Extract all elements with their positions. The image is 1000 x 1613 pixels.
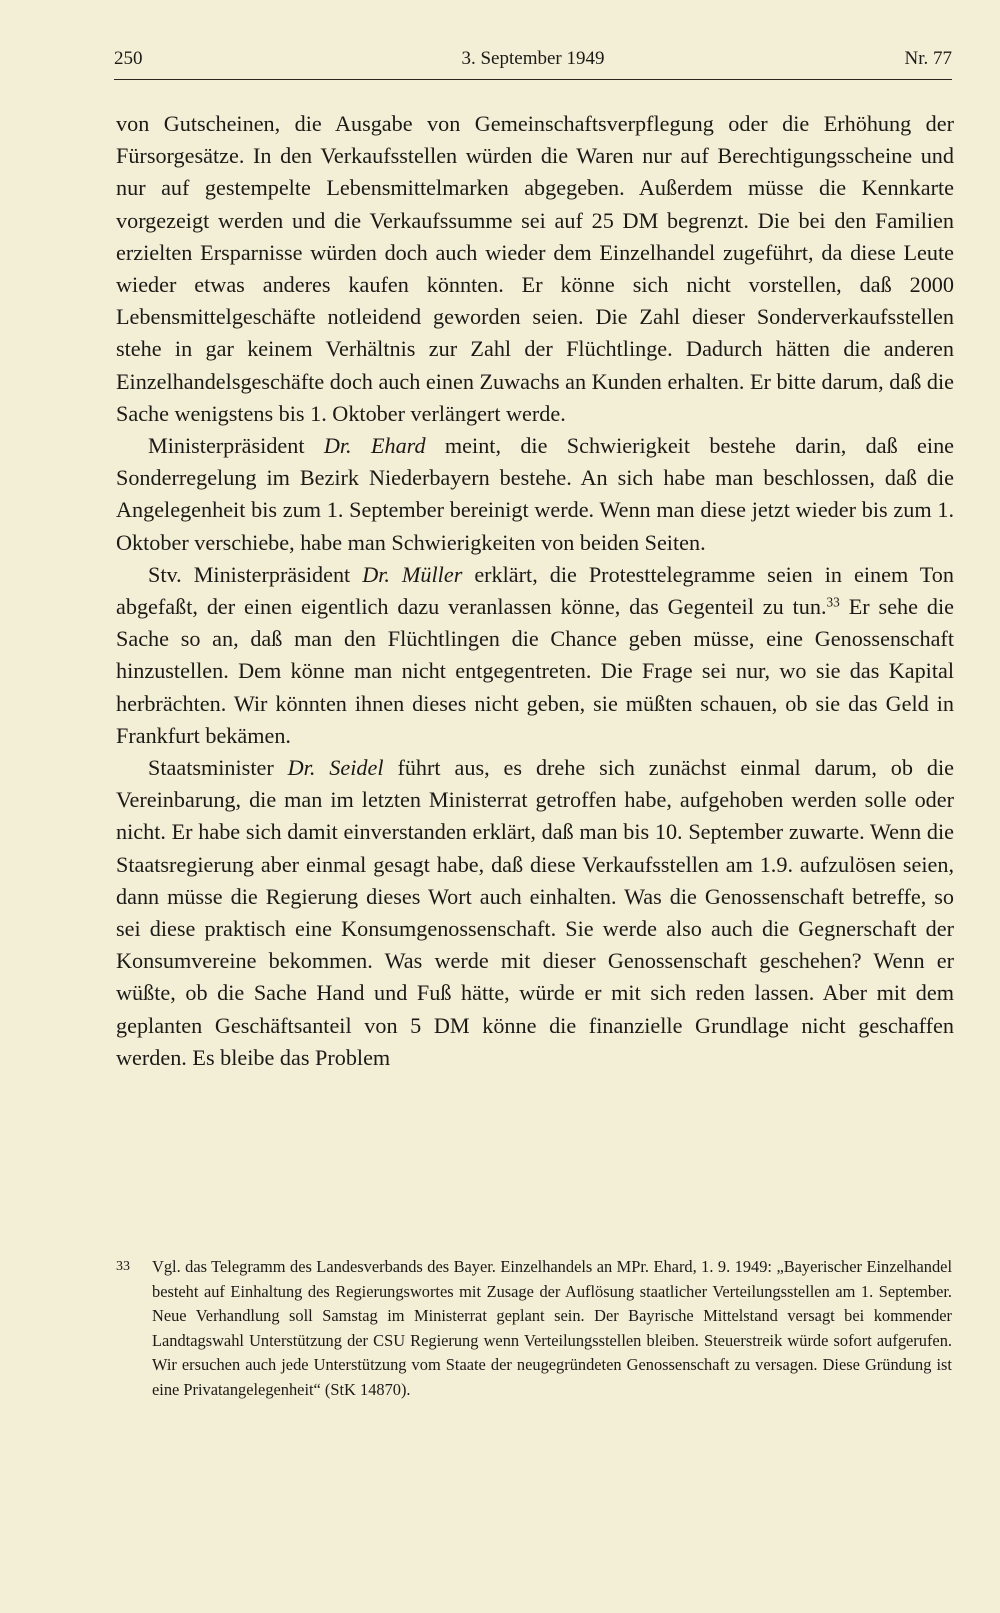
speaker-name: Dr. Müller xyxy=(362,561,463,587)
paragraph-1: von Gutscheinen, die Ausgabe von Gemeinschaftsverpflegung oder die Erhöhung der Fürsorgesätze. In den Verkaufsstellen würden die Waren nur auf Berechtigungsscheine und nur auf gestempelte Lebensmittelmarken abgegeben. Außerdem müsse die Kennkarte vorgezeigt werden und die Verkaufssumme sei auf 25 DM begrenzt. Die bei den Familien erzielten Ersparnisse würden doch auch wieder dem Einzelhandel zugeführt, da diese Leute wieder etwas anderes kaufen könnten. Er könne sich nicht vorstellen, daß 2000 Lebensmittelgeschäfte notleidend geworden seien. Die Zahl dieser Sonderverkaufsstellen stehe in gar keinem Verhältnis zur Zahl der Flüchtlinge. Dadurch hätten die anderen Einzelhandelsgeschäfte doch auch einen Zuwachs an Kunden erhalten. Er bitte darum, daß die Sache wenigstens bis 1. Oktober verlängert werde. xyxy=(116,111,954,426)
running-header xyxy=(114,46,952,80)
speaker-name: Dr. Seidel xyxy=(287,755,384,781)
header-rule xyxy=(114,79,952,80)
paragraph-4: Staatsminister Dr. Seidel führt aus, es drehe sich zunächst einmal darum, ob die Vereinbarung, die man im letzten Ministerrat getroffen habe, aufgehoben werden solle oder nicht. Er habe sich damit einverstanden erklärt, daß man bis 10. September zuwarte. Wenn die Staatsregierung aber einmal gesagt habe, daß diese Verkaufsstellen am 1.9. aufzulösen seien, dann müsse die Regierung dieses Wort auch einhalten. Was die Genossenschaft betreffe, so sei diese praktisch eine Konsumgenossenschaft. Sie werde also auch die Gegnerschaft der Konsumvereine bekommen. Was werde mit dieser Genossenschaft geschehen? Wenn er wüßte, ob die Sache Hand und Fuß hätte, würde er mit sich reden lassen. Aber mit dem geplanten Geschäftsanteil von 5 DM könne die finanzielle Grundlage nicht geschaffen werden. Es bleibe das Problem xyxy=(116,755,954,1070)
document-number: Nr. 77 xyxy=(904,48,952,69)
speaker-name: Dr. Ehard xyxy=(323,433,426,459)
body-text xyxy=(116,108,954,1074)
footnote-text: Vgl. das Telegramm des Landesverbands des Bayer. Einzelhandels an MPr. Ehard, 1. 9. 1949: „Bayerischer Einzelhandel besteht auf Einhaltung des Regierungswortes mit Zusage der Auflösung staatlicher Verteilungsstellen am 1. September. Neue Verhandlung soll Samstag im Ministerrat geplant sein. Der Bayrische Mittelstand versagt bei kommender Landtagswahl Unterstützung der CSU Regierung wenn Verteilungsstellen bleiben. Steuerstreik würde sofort aufgerufen. Wir ersuchen auch jede Unterstützung vom Staate der neugegründeten Genossenschaft zu versagen. Diese Gründung ist eine Privatangelegenheit“ (StK 14870). xyxy=(152,1257,952,1399)
footnote-reference[interactable]: 33 xyxy=(826,594,840,610)
footnote xyxy=(116,1255,952,1403)
page-number: 250 xyxy=(114,48,143,69)
header-date: 3. September 1949 xyxy=(461,48,605,69)
paragraph-3: Stv. Ministerpräsident Dr. Müller erklärt, die Protesttelegramme seien in einem Ton abgefaßt, der einen eigentlich dazu veranlassen könne, das Gegenteil zu tun.$^{33}$ Er sehe die Sache so an, daß man den Flüchtlingen die Chance geben müsse, eine Genossenschaft hinzustellen. Dem könne man nicht entgegentreten. Die Frage sei nur, wo sie das Kapital herbrächten. Wir könnten ihnen dieses nicht geben, sie müßten schauen, ob sie das Geld in Frankfurt bekämen. xyxy=(116,561,954,748)
footnote-number: 33 xyxy=(116,1259,130,1274)
paragraph-2: Ministerpräsident Dr. Ehard meint, die Schwierigkeit bestehe darin, daß eine Sonderregelung im Bezirk Niederbayern bestehe. An sich habe man beschlossen, daß die Angelegenheit bis zum 1. September bereinigt werde. Wenn man diese jetzt wieder bis zum 1. Oktober verschiebe, habe man Schwierigkeiten von beiden Seiten. xyxy=(116,433,955,555)
